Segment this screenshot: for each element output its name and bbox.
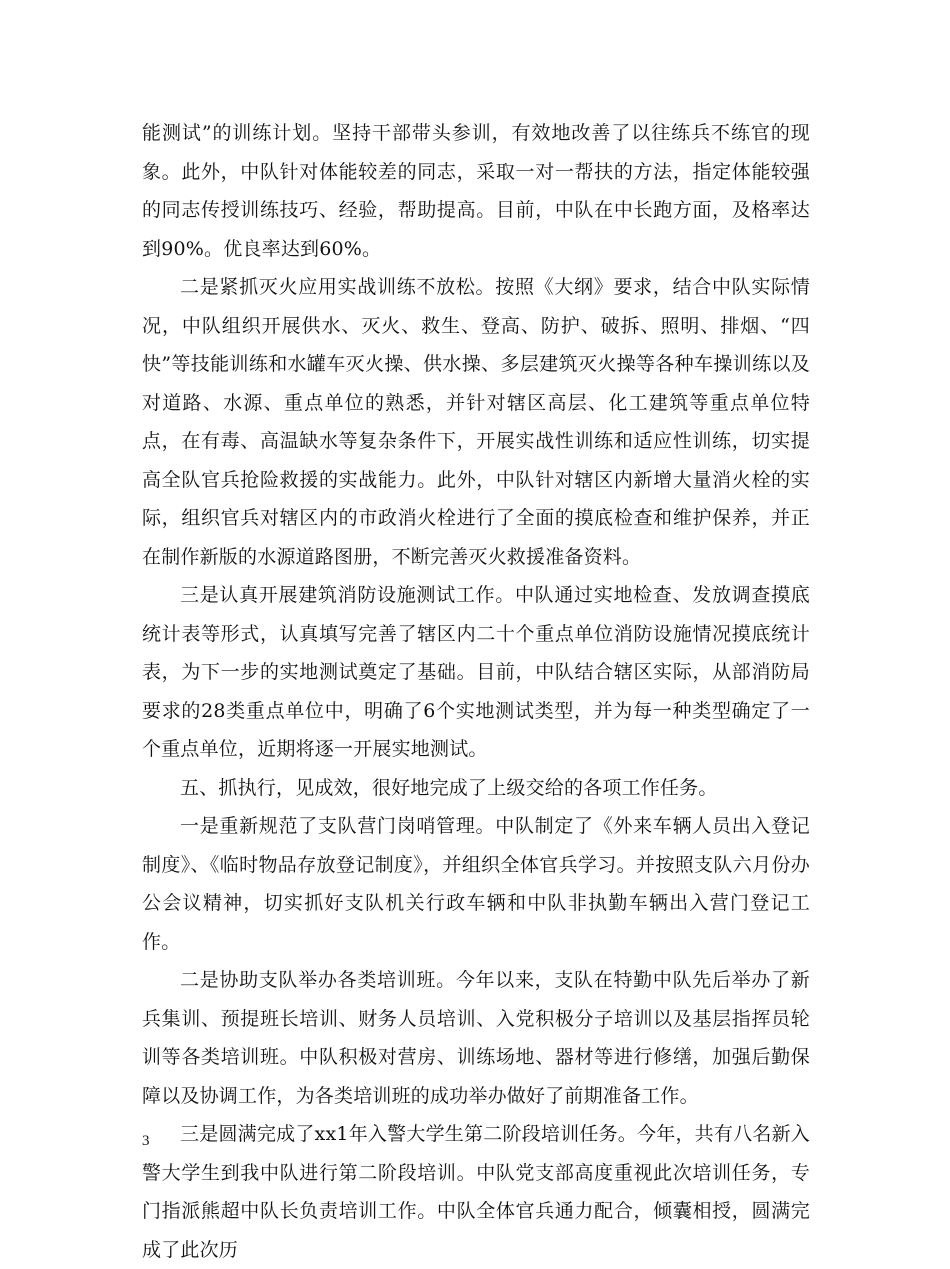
paragraph-3: 三是认真开展建筑消防设施测试工作。中队通过实地检查、发放调查摸底统计表等形式，认真填写完善了辖区内二十个重点单位消防设施情况摸底统计表，为下一步的实地测试奠定了基础。目前，中队结合辖区实际，从部消防局要求的28类重点单位中，明确了6个实地测试类型，并为每一种类型确定了一个重点单位，近期将逐一开展实地测试。: [142, 584, 810, 760]
paragraph-5: 二是协助支队举办各类培训班。今年以来，支队在特勤中队先后举办了新兵集训、预提班长培训、财务人员培训、入党积极分子培训以及基层指挥员轮训等各类培训班。中队积极对营房、训练场地、器材等进行修缮，加强后勤保障以及协调工作，为各类培训班的成功举办做好了前期准备工作。: [142, 969, 810, 1107]
paragraph-2: 二是紧抓灭火应用实战训练不放松。按照《大纲》要求，结合中队实际情况，中队组织开展供水、灭火、救生、登高、防护、破拆、照明、排烟、“四快”等技能训练和水罐车灭火操、供水操、多层建筑灭火操等各种车操训练以及对道路、水源、重点单位的熟悉，并针对辖区高层、化工建筑等重点单位特点，在有毒、高温缺水等复杂条件下，开展实战性训练和适应性训练，切实提高全队官兵抢险救援的实战能力。此外，中队针对辖区内新增大量消火栓的实际，组织官兵对辖区内的市政消火栓进行了全面的摸底检查和维护保养，并正在制作新版的水源道路图册，不断完善灭火救援准备资料。: [142, 276, 810, 568]
page-number: 3: [142, 1133, 150, 1149]
paragraph-1: 能测试”的训练计划。坚持干部带头参训，有效地改善了以往练兵不练官的现象。此外，中队针对体能较差的同志，采取一对一帮扶的方法，指定体能较强的同志传授训练技巧、经验，帮助提高。目前，中队在中长跑方面，及格率达到90%。优良率达到60%。: [142, 122, 810, 260]
paragraph-6: 三是圆满完成了xx1年入警大学生第二阶段培训任务。今年，共有八名新入警大学生到我中队进行第二阶段培训。中队党支部高度重视此次培训任务，专门指派熊超中队长负责培训工作。中队全体官兵通力配合，倾囊相授，圆满完成了此次历: [142, 1123, 810, 1261]
body-text: [142, 114, 810, 1269]
paragraph-4: 一是重新规范了支队营门岗哨管理。中队制定了《外来车辆人员出入登记制度》、《临时物品存放登记制度》，并组织全体官兵学习。并按照支队六月份办公会议精神，切实抓好支队机关行政车辆和中队非执勤车辆出入营门登记工作。: [142, 815, 810, 953]
section-heading-5: 五、抓执行，见成效，很好地完成了上级交给的各项工作任务。: [180, 776, 718, 799]
